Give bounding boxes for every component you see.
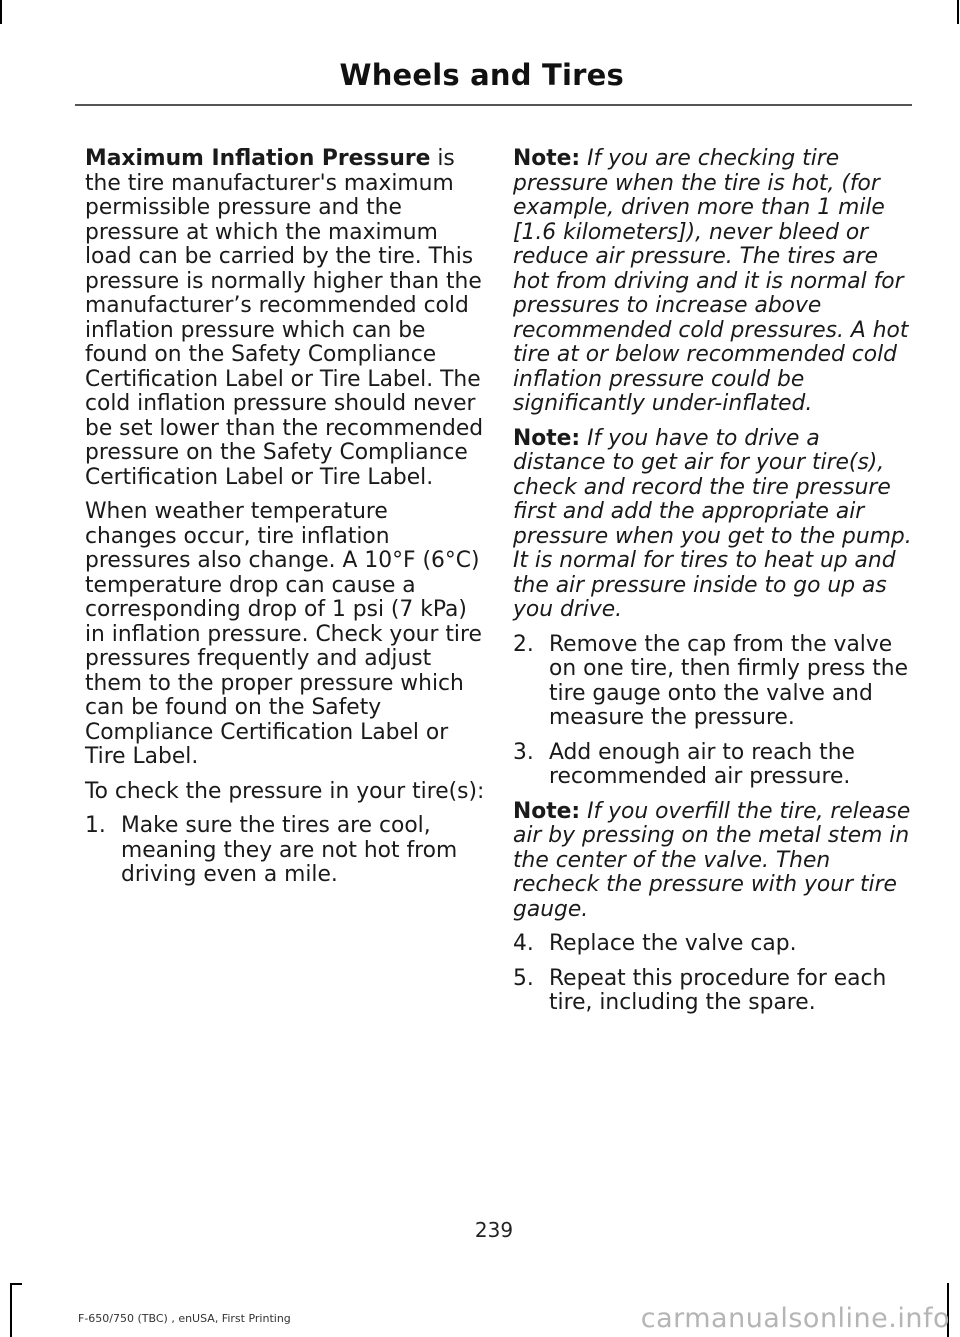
page-number: 239 <box>474 1218 514 1242</box>
step-text: Replace the valve cap. <box>549 931 797 956</box>
note-text: If you overfill the tire, release air by pressing on the metal stem in the center of the valve. Then recheck the pressure with your tire gauge. <box>513 798 911 922</box>
step-1 <box>85 814 485 888</box>
note-label: Note: <box>513 146 581 171</box>
step-text: Remove the cap from the valve on one tire, then firmly press the tire gauge onto the valve and measure the pressure. <box>549 631 908 730</box>
step-3 <box>513 741 913 790</box>
step-5 <box>513 967 913 1016</box>
crop-mark-top-right <box>957 0 959 24</box>
step-number: 4. <box>513 931 534 956</box>
step-2 <box>513 633 913 731</box>
max-inflation-text: is the tire manufacturer's maximum permissible pressure and the pressure at which the maximum load can be carried by the tire. This pressure is normally higher than the manufacturer’s recommended cold inflation pressure which can be found on the Safety Compliance Certification Label or Tire Label. The cold inflation pressure should never be set lower than the recommended pressure on the Safety Compliance Certification Label or Tire Label. <box>85 146 484 490</box>
step-4 <box>513 932 913 957</box>
step-number: 1. <box>85 813 106 838</box>
step-text: Repeat this procedure for each tire, including the spare. <box>549 965 887 1015</box>
crop-mark-bottom-left-h <box>10 1283 22 1285</box>
right-column <box>513 147 913 1026</box>
header-divider <box>75 104 912 106</box>
note-label: Note: <box>513 425 581 451</box>
check-intro-paragraph: To check the pressure in your tire(s): <box>85 778 485 804</box>
max-inflation-paragraph <box>85 147 485 490</box>
page-title: Wheels and Tires <box>339 58 624 92</box>
watermark: carmanualsonline.info <box>640 1303 950 1334</box>
edition-info: F-650/750 (TBC) , enUSA, First Printing <box>78 1312 291 1325</box>
temperature-paragraph: When weather temperature changes occur, tire inflation pressures also change. A 10°F (6°C) temperature drop can cause a corresponding drop of 1 psi (7 kPa) in inflation pressure. Check your tire pressures frequently and adjust them to the proper pressure which can be found on the Safety Compliance Certification Label or Tire Label. <box>85 499 482 769</box>
step-number: 3. <box>513 739 534 765</box>
step-number: 5. <box>513 965 534 991</box>
note-hot-tire <box>513 147 913 417</box>
step-number: 2. <box>513 631 534 657</box>
step-text: Make sure the tires are cool, meaning they are not hot from driving even a mile. <box>121 813 458 887</box>
left-column <box>85 147 485 898</box>
note-text: If you have to drive a distance to get air for your tire(s), check and record the tire pressure first and add the appropriate air pressure when you get to the pump. It is normal for tires to heat up and the air pressure inside to go up as you drive. <box>513 425 912 622</box>
term-max-inflation: Maximum Inflation Pressure <box>85 146 431 171</box>
note-label: Note: <box>513 798 581 824</box>
crop-mark-bottom-left <box>10 1283 12 1337</box>
crop-mark-top-left <box>0 0 2 24</box>
note-text: If you are checking tire pressure when the tire is hot, (for example, driven more than 1 mile [1.6 kilometers]), never bleed or reduce air pressure. The tires are hot from driving and it is normal for pressures to increase above recommended cold pressures. A hot tire at or below recommended cold inflation pressure could be significantly under-inflated. <box>513 146 909 416</box>
note-overfill <box>513 800 913 923</box>
step-text: Add enough air to reach the recommended air pressure. <box>549 739 855 789</box>
note-drive-distance <box>513 427 913 623</box>
